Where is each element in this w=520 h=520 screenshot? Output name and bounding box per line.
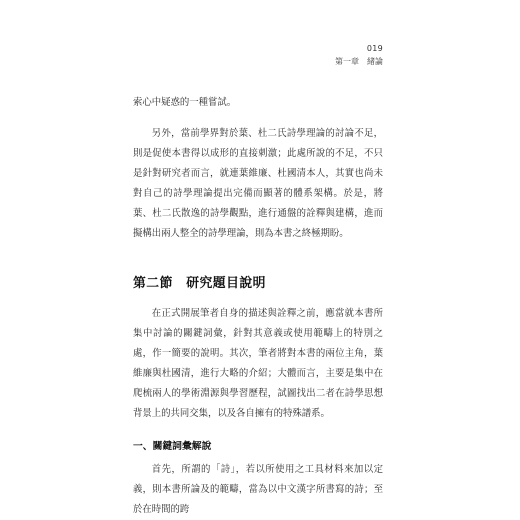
paragraph-definition: 首先，所謂的「詩」，若以所使用之工具材料來加以定義，則本書所論及的範疇，當為以中文漢字所書寫的詩；至於在時間的跨 [133, 464, 383, 515]
page-header [335, 44, 383, 67]
page-body [133, 93, 383, 520]
paragraph-introduction: 在正式開展筆者自身的描述與詮釋之前，應當就本書所集中討論的關鍵詞彙，針對其意義或使用範疇上的特別之處，作一簡要的說明。其次，筆者將對本書的兩位主角，葉維廉與杜國清，進行大略的介紹；大體而言，主要是集中在爬梳兩人的學術淵源與學習歷程，試圖找出二者在詩學思想背景上的共同交集，以及各自擁有的特殊譜系。 [133, 308, 383, 419]
subsection-heading: 一、關鍵詞彙解說 [133, 441, 212, 452]
page-number: 019 [366, 44, 383, 53]
paragraph-motivation: 另外，當前學界對於葉、杜二氏詩學理論的討論不足，則是促使本書得以成形的直接刺激；此處所說的不足，不只是針對研究者而言，就連葉維廉、杜國清本人，其實也尚未對自己的詩學理論提出完備而顯著的體系架構。於是，將葉、杜二氏散逸的詩學觀點，進行通盤的詮釋與建構，進而擬構出兩人整全的詩學理論，則為本書之終極期盼。 [133, 128, 383, 239]
paragraph-gap [133, 113, 383, 124]
running-chapter-title: 第一章 緒論 [335, 57, 383, 66]
paragraph-continuation: 索心中疑惑的一種嘗試。 [133, 97, 237, 108]
section-heading: 第二節 研究題目說明 [133, 276, 266, 291]
